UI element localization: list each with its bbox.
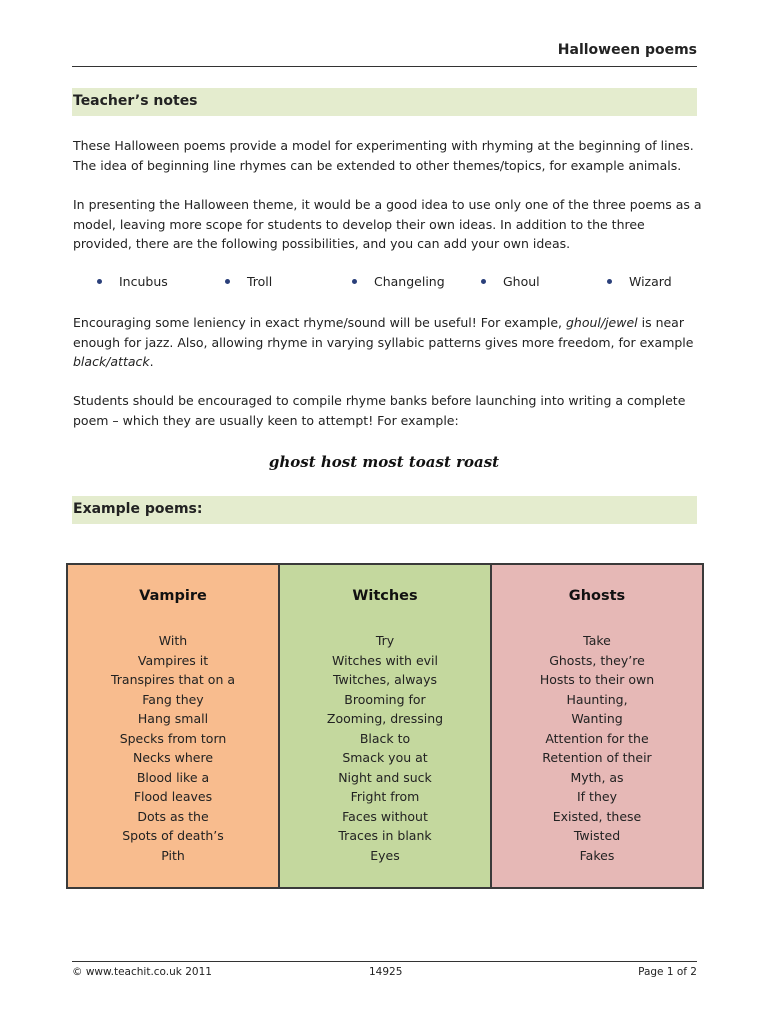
poem-line: Hang small	[137, 711, 209, 727]
page-number: Page 1 of 2	[638, 966, 697, 978]
text-run: .	[149, 354, 154, 369]
list-item	[629, 272, 672, 292]
poem-line: Brooming for	[344, 691, 426, 707]
poem-line: Vampires it	[137, 652, 209, 668]
bullet-icon	[225, 279, 230, 284]
bullet-icon	[607, 279, 612, 284]
poem-line: Existed, these	[552, 808, 642, 824]
teachers-notes-heading: Teacher’s notes	[73, 93, 198, 109]
poem-line: Black to	[359, 730, 411, 746]
list-item-label: Ghoul	[503, 274, 540, 289]
poem-line: Specks from torn	[119, 730, 227, 746]
poem-line: Witches with evil	[332, 652, 438, 668]
poem-line: Ghosts, they’re	[549, 652, 645, 668]
poem-line: Try	[375, 633, 395, 648]
poem-line: Hosts to their own	[539, 672, 655, 688]
poem-title: Witches	[352, 588, 418, 604]
poem-line: Zooming, dressing	[326, 711, 444, 727]
poem-line: Take	[583, 633, 611, 648]
page-title: Halloween poems	[557, 42, 697, 58]
poem-lines	[280, 631, 490, 866]
poem-line: With	[158, 633, 188, 648]
poem-line: Necks where	[132, 750, 214, 766]
poem-line: Transpires that on a	[110, 672, 236, 688]
bullet-icon	[352, 279, 357, 284]
poem-line: Flood leaves	[133, 789, 213, 805]
poem-line: Wanting	[571, 711, 623, 727]
leniency-paragraph	[73, 313, 703, 372]
example-poems-heading-bar	[72, 496, 697, 524]
poem-line: Attention for the	[545, 730, 649, 746]
poem-title: Vampire	[139, 588, 207, 604]
poem-line: Smack you at	[342, 750, 428, 766]
poem-line: Eyes	[370, 848, 400, 864]
copyright-text: © www.teachit.co.uk 2011	[72, 966, 212, 978]
list-item-label: Changeling	[374, 274, 445, 289]
list-item-label: Troll	[247, 274, 273, 289]
poem-line: Fright from	[350, 789, 420, 805]
poem-line: Fakes	[579, 848, 615, 864]
poem-ghosts	[490, 565, 702, 887]
poem-line: Blood like a	[136, 769, 210, 785]
list-item	[247, 272, 272, 292]
poem-line: Faces without	[342, 808, 428, 824]
poem-line: Retention of their	[542, 750, 652, 766]
rhyme-bank-paragraph: Students should be encouraged to compile rhyme banks before launching into writing a complete poem – which they are usually keen to attempt! For example:	[73, 393, 686, 428]
possibilities-list	[72, 272, 712, 292]
list-item-label: Wizard	[629, 274, 672, 289]
document-code: 14925	[369, 966, 403, 978]
rhyme-bank-example: ghost host most toast roast	[268, 453, 500, 471]
list-item	[503, 272, 540, 292]
poem-line: Pith	[161, 848, 185, 864]
poem-line: Twisted	[573, 828, 621, 844]
example-rhyme: black/attack	[73, 354, 150, 369]
example-rhyme: ghoul/jewel	[565, 315, 638, 330]
list-item	[374, 272, 445, 292]
poem-title: Ghosts	[568, 588, 626, 604]
list-item	[119, 272, 168, 292]
poem-line: Night and suck	[338, 769, 432, 785]
text-run: is near enough for jazz. Also, allowing rhyme in varying syllabic patterns gives more freedom, for example	[73, 315, 694, 350]
poem-line: Twitches, always	[332, 672, 438, 688]
bullet-icon	[97, 279, 102, 284]
poem-lines	[68, 631, 278, 866]
poem-line: Fang they	[142, 691, 204, 707]
poem-vampire	[68, 565, 278, 887]
list-item-label: Incubus	[119, 274, 168, 289]
intro-paragraph: These Halloween poems provide a model for experimenting with rhyming at the beginning of lines. The idea of beginning line rhymes can be extended to other themes/topics, for example animals.	[73, 138, 694, 173]
poem-line: Haunting,	[566, 691, 628, 707]
page-header	[72, 40, 697, 67]
teachers-notes-heading-bar	[72, 88, 697, 116]
poem-witches	[278, 565, 490, 887]
theme-paragraph: In presenting the Halloween theme, it would be a good idea to use only one of the three poems as a model, leaving more scope for students to develop their own ideas. In addition to the three provided, there are the following possibilities, and you can add your own ideas.	[73, 197, 702, 251]
poem-line: Spots of death’s	[122, 828, 224, 844]
poem-line: Traces in blank	[338, 828, 432, 844]
bullet-icon	[481, 279, 486, 284]
poem-line: Dots as the	[137, 808, 209, 824]
poems-table	[66, 563, 704, 889]
poem-line: If they	[577, 789, 617, 805]
poem-lines	[492, 631, 702, 866]
example-poems-heading: Example poems:	[73, 501, 203, 517]
poem-line: Myth, as	[570, 769, 624, 785]
text-run: Encouraging some leniency in exact rhyme/sound will be useful! For example,	[73, 315, 566, 330]
page-footer	[72, 961, 697, 982]
